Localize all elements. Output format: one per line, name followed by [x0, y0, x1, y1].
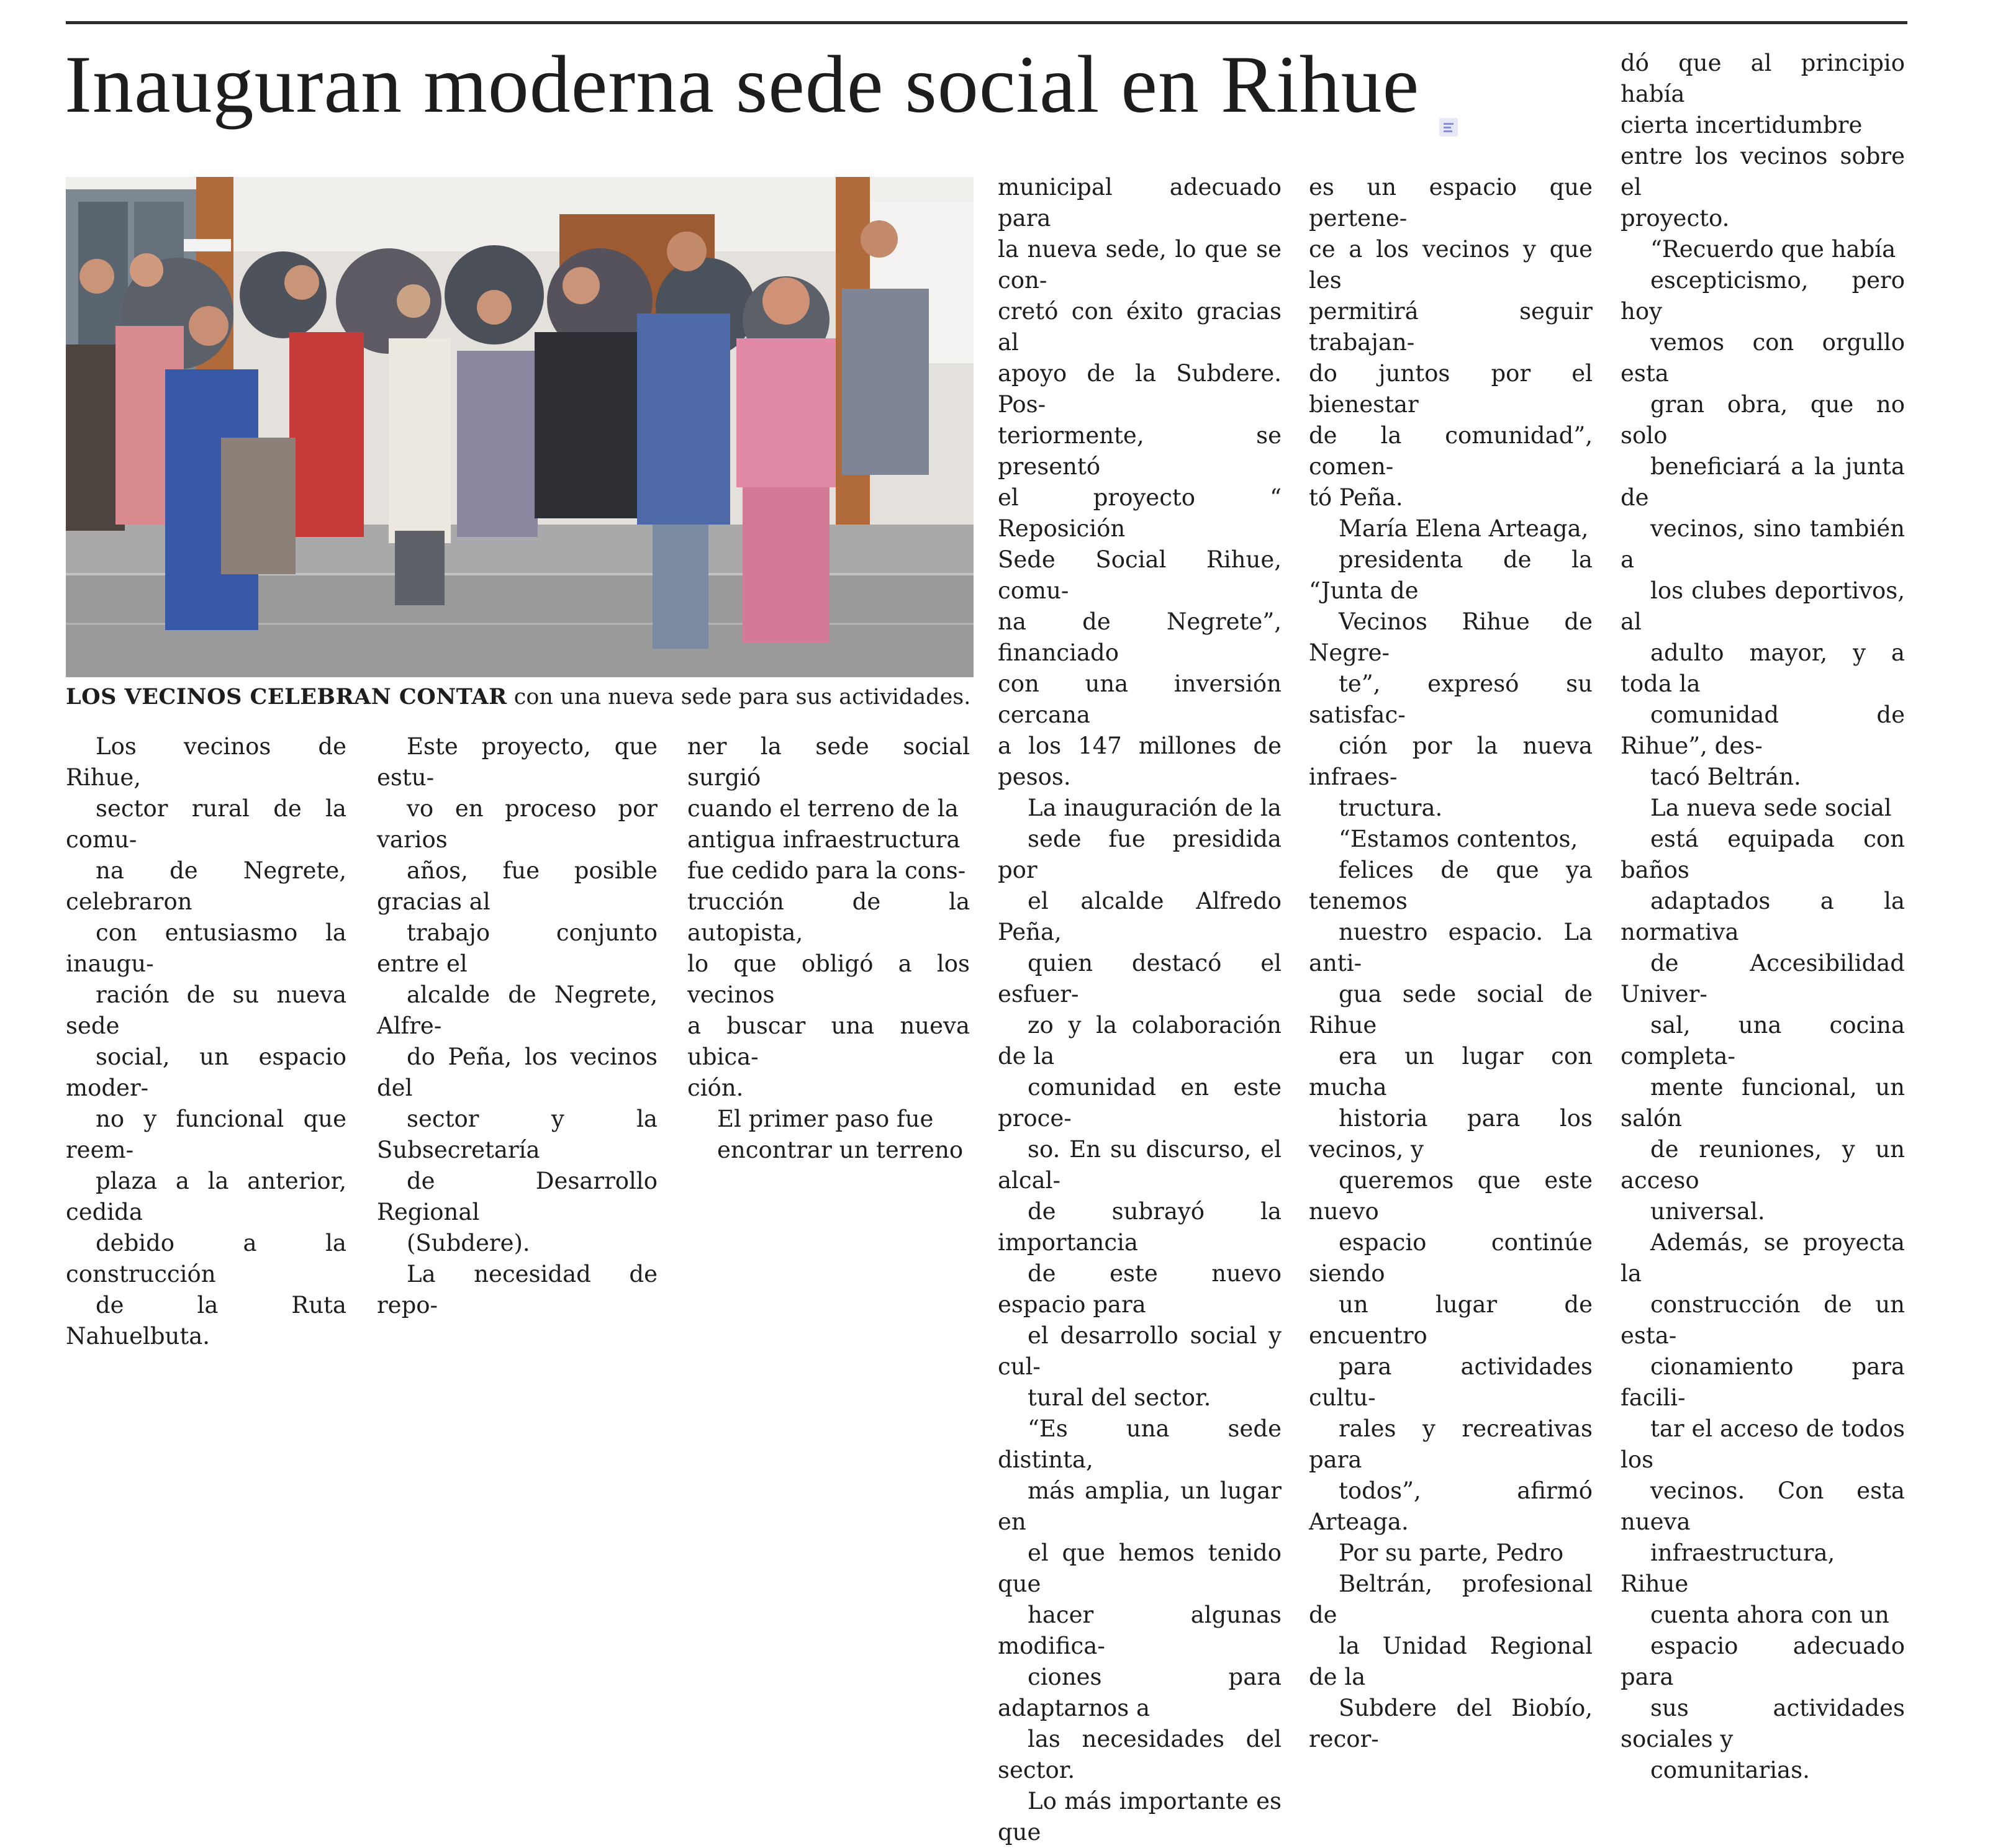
text-line: a buscar una nueva ubica-	[687, 1012, 970, 1070]
text-line: “Es una sede distinta,	[998, 1415, 1282, 1473]
text-line: municipal adecuado para	[998, 174, 1282, 232]
text-line: historia para los vecinos, y	[1309, 1105, 1593, 1163]
text-line: queremos que este nuevo	[1309, 1167, 1593, 1225]
paragraph	[377, 1259, 658, 1321]
text-line: “Estamos contentos,	[1339, 826, 1578, 852]
text-line: está equipada con baños	[1621, 826, 1905, 883]
caption-text: con una nueva sede para sus actividades.	[507, 685, 971, 710]
text-line: debido a la construcción	[66, 1230, 346, 1287]
text-line: Por su parte, Pedro	[1339, 1539, 1564, 1566]
text-line: plaza a la anterior, cedida	[66, 1168, 346, 1225]
paragraph	[687, 731, 970, 1104]
text-line: rales y recreativas para	[1309, 1415, 1593, 1473]
paragraph	[1309, 824, 1593, 1538]
text-line: espacio adecuado para	[1621, 1633, 1905, 1690]
text-line: entre los vecinos sobre el	[1621, 143, 1905, 201]
text-line: La nueva sede social	[1650, 795, 1892, 821]
text-line: ce a los vecinos y que les	[1309, 236, 1593, 294]
text-line: sede fue presidida por	[998, 826, 1282, 883]
text-line: tacó Beltrán.	[1650, 764, 1801, 790]
text-line: de la comunidad”, comen-	[1309, 422, 1593, 480]
text-line: de Accesibilidad Univer-	[1621, 950, 1905, 1007]
text-line: na de Negrete, celebraron	[66, 857, 346, 915]
text-line: la nueva sede, lo que se con-	[998, 236, 1282, 294]
photo-caption	[66, 683, 970, 711]
text-line: el alcalde Alfredo Peña,	[998, 888, 1282, 945]
text-line: ción por la nueva infraes-	[1309, 732, 1593, 790]
paragraph	[377, 731, 658, 1259]
text-line: Sede Social Rihue, comu-	[998, 546, 1282, 604]
text-line: vo en proceso por varios	[377, 795, 658, 853]
text-line: do Peña, los vecinos del	[377, 1043, 658, 1101]
text-line: trabajo conjunto entre el	[377, 919, 658, 977]
paragraph	[66, 731, 346, 1352]
text-line: cuenta ahora con un	[1650, 1602, 1889, 1628]
text-line: Vecinos Rihue de Negre-	[1309, 608, 1593, 666]
text-line: hacer algunas modifica-	[998, 1602, 1282, 1659]
text-line: cretó con éxito gracias al	[998, 298, 1282, 356]
text-line: ración de su nueva sede	[66, 981, 346, 1039]
text-line: so. En su discurso, el alcal-	[998, 1136, 1282, 1194]
text-line: Además, se proyecta la	[1621, 1229, 1905, 1287]
text-line: gran obra, que no solo	[1621, 391, 1905, 449]
text-line: felices de que ya tenemos	[1309, 857, 1593, 914]
text-line: más amplia, un lugar en	[998, 1477, 1282, 1535]
text-line: con una inversión cercana	[998, 670, 1282, 728]
text-line: permitirá seguir trabajan-	[1309, 298, 1593, 356]
text-line: Este proyecto, que estu-	[377, 733, 658, 791]
text-line: alcalde de Negrete, Alfre-	[377, 981, 658, 1039]
text-line: adulto mayor, y a toda la	[1621, 639, 1905, 697]
text-line: do juntos por el bienestar	[1309, 360, 1593, 418]
text-line: (Subdere).	[407, 1230, 530, 1256]
text-line: comunidad en este proce-	[998, 1074, 1282, 1132]
text-line: ciones para adaptarnos a	[998, 1664, 1282, 1721]
column-1	[66, 731, 346, 1352]
text-line: sector rural de la comu-	[66, 795, 346, 853]
text-line: todos”, afirmó Arteaga.	[1309, 1477, 1593, 1535]
text-line: lo que obligó a los vecinos	[687, 950, 970, 1008]
text-line: Subdere del Biobío, recor-	[1309, 1695, 1593, 1752]
text-line: na de Negrete”, financiado	[998, 608, 1282, 666]
text-line: adaptados a la normativa	[1621, 888, 1905, 945]
text-line: ner la sede social surgió	[687, 733, 970, 791]
text-line: dó que al principio había	[1621, 50, 1905, 107]
text-line: universal.	[1650, 1198, 1765, 1225]
text-line: sal, una cocina completa-	[1621, 1012, 1905, 1070]
text-line: beneficiará a la junta de	[1621, 453, 1905, 511]
text-line: Lo más importante es que	[998, 1788, 1282, 1846]
text-line: de subrayó la importancia	[998, 1198, 1282, 1256]
text-line: cierta incertidumbre	[1621, 112, 1863, 138]
text-line: cuando el terreno de la	[687, 795, 959, 822]
text-line: fue cedido para la cons-	[687, 857, 966, 884]
text-line: un lugar de encuentro	[1309, 1291, 1593, 1349]
text-line: es un espacio que pertene-	[1309, 174, 1593, 232]
column-2	[377, 731, 658, 1321]
text-line: el desarrollo social y cul-	[998, 1322, 1282, 1380]
text-line: trucción de la autopista,	[687, 888, 970, 946]
text-line: a los 147 millones de pesos.	[998, 732, 1282, 790]
text-line: El primer paso fue	[717, 1106, 934, 1132]
paragraph	[1621, 234, 1905, 793]
paragraph	[1621, 1227, 1905, 1786]
text-line: La inauguración de la	[1028, 795, 1282, 821]
paragraph	[998, 793, 1282, 1413]
paragraph	[1309, 1538, 1593, 1755]
text-line: comunitarias.	[1650, 1757, 1810, 1783]
column-5	[1309, 172, 1593, 1755]
text-line: proyecto.	[1621, 205, 1730, 232]
text-line: tar el acceso de todos los	[1621, 1415, 1905, 1473]
paragraph	[1621, 793, 1905, 1227]
text-line: los clubes deportivos, al	[1621, 577, 1905, 635]
text-line: construcción de un esta-	[1621, 1291, 1905, 1349]
paragraph	[998, 172, 1282, 793]
text-line: la Unidad Regional de la	[1309, 1633, 1593, 1690]
text-line: Los vecinos de Rihue,	[66, 733, 346, 791]
text-line: teriormente, se presentó	[998, 422, 1282, 480]
text-line: vecinos. Con esta nueva	[1621, 1477, 1905, 1535]
text-line: social, un espacio moder-	[66, 1043, 346, 1101]
top-rule	[66, 21, 1907, 24]
text-line: las necesidades del sector.	[998, 1726, 1282, 1783]
text-line: con entusiasmo la inaugu-	[66, 919, 346, 977]
text-line: nuestro espacio. La anti-	[1309, 919, 1593, 976]
text-line: vecinos, sino también a	[1621, 515, 1905, 573]
text-line: comunidad de Rihue”, des-	[1621, 701, 1905, 759]
paragraph	[1309, 513, 1593, 824]
paragraph	[1309, 172, 1593, 513]
text-line: apoyo de la Subdere. Pos-	[998, 360, 1282, 418]
text-line: ción.	[687, 1075, 744, 1101]
text-line: sector y la Subsecretaría	[377, 1106, 658, 1163]
text-line: encontrar un terreno	[717, 1137, 964, 1163]
text-line: vemos con orgullo esta	[1621, 329, 1905, 387]
text-line: espacio continúe siendo	[1309, 1229, 1593, 1287]
text-line: infraestructura, Rihue	[1621, 1539, 1835, 1597]
text-line: sus actividades sociales y	[1621, 1695, 1905, 1752]
column-6	[1621, 48, 1905, 1786]
text-line: de reuniones, y un acceso	[1621, 1136, 1905, 1194]
note-icon[interactable]	[1439, 118, 1458, 137]
text-line: de Desarrollo Regional	[377, 1168, 658, 1225]
text-line: cionamiento para facili-	[1621, 1353, 1905, 1411]
headline: Inauguran moderna sede social en Rihue	[65, 38, 1420, 130]
text-line: zo y la colaboración de la	[998, 1012, 1282, 1070]
text-line: tural del sector.	[1028, 1384, 1211, 1411]
text-line: te”, expresó su satisfac-	[1309, 670, 1593, 728]
text-line: quien destacó el esfuer-	[998, 950, 1282, 1007]
text-line: no y funcional que reem-	[66, 1106, 346, 1163]
text-line: de la Ruta Nahuelbuta.	[66, 1292, 346, 1350]
paragraph	[998, 1413, 1282, 1848]
text-line: para actividades cultu-	[1309, 1353, 1593, 1411]
text-line: de este nuevo espacio para	[998, 1260, 1282, 1318]
text-line: tó Peña.	[1309, 484, 1403, 511]
text-line: el que hemos tenido que	[998, 1539, 1282, 1597]
text-line: “Recuerdo que había	[1650, 236, 1896, 263]
text-line: Beltrán, profesional de	[1309, 1571, 1593, 1628]
text-line: La necesidad de repo-	[377, 1261, 658, 1318]
text-line: antigua infraestructura	[687, 826, 961, 853]
text-line: era un lugar con mucha	[1309, 1043, 1593, 1101]
text-line: presidenta de la “Junta de	[1309, 546, 1593, 604]
column-3	[687, 731, 970, 1166]
text-line: mente funcional, un salón	[1621, 1074, 1905, 1132]
paragraph	[1621, 48, 1905, 234]
text-line: años, fue posible gracias al	[377, 857, 658, 915]
caption-lead: LOS VECINOS CELEBRAN CONTAR	[66, 684, 507, 710]
text-line: el proyecto “ Reposición	[998, 484, 1282, 542]
column-4	[998, 172, 1282, 1848]
news-photo	[66, 177, 974, 677]
text-line: tructura.	[1339, 795, 1443, 821]
text-line: gua sede social de Rihue	[1309, 981, 1593, 1039]
paragraph	[687, 1104, 970, 1166]
text-line: escepticismo, pero hoy	[1621, 267, 1905, 325]
text-line: María Elena Arteaga,	[1339, 515, 1589, 542]
